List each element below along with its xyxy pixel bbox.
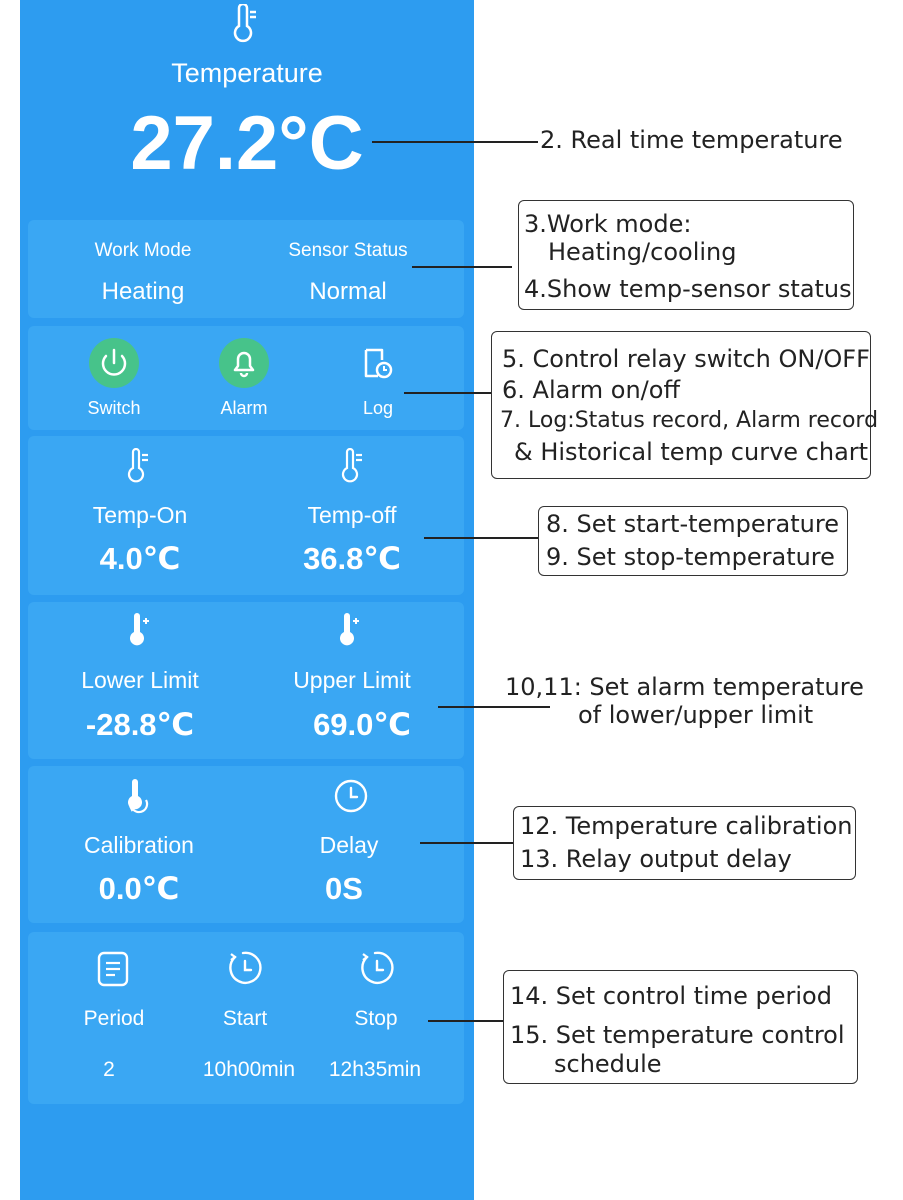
timer-icon <box>225 949 265 994</box>
annotation-10a: 10,11: Set alarm temperature <box>505 673 864 701</box>
sensor-status-value: Normal <box>309 278 387 305</box>
alarm-label: Alarm <box>220 398 268 418</box>
start-label: Start <box>222 1007 268 1030</box>
annotation-4: 4.Show temp-sensor status <box>524 275 852 303</box>
annotation-10b: of lower/upper limit <box>578 701 814 729</box>
annotation-3a: 3.Work mode: <box>524 210 692 238</box>
annotation-line-3 <box>412 266 512 268</box>
log-icon <box>358 344 398 384</box>
thermometer-icon <box>338 448 368 489</box>
annotation-3b: Heating/cooling <box>548 238 737 266</box>
annotation-line-5 <box>404 392 492 394</box>
annotation-line-2 <box>372 141 538 143</box>
timer-icon <box>357 949 397 994</box>
annotation-line-10 <box>438 706 550 708</box>
lower-limit-value[interactable]: -28.8℃ <box>85 707 195 742</box>
stop-label: Stop <box>354 1007 398 1030</box>
annotation-2: 2. Real time temperature <box>540 126 843 154</box>
document-icon <box>95 950 131 993</box>
temperature-label: Temperature <box>171 58 323 88</box>
period-value[interactable]: 2 <box>103 1058 115 1081</box>
annotation-5: 5. Control relay switch ON/OFF <box>502 345 870 373</box>
sensor-status-label: Sensor Status <box>288 240 408 261</box>
switch-button[interactable] <box>89 338 139 388</box>
thermometer-icon <box>124 448 154 489</box>
annotation-15a: 15. Set temperature control <box>510 1021 845 1049</box>
lower-limit-label: Lower Limit <box>81 667 199 693</box>
stop-value[interactable]: 12h35min <box>328 1058 422 1081</box>
annotation-15b: schedule <box>554 1050 662 1078</box>
upper-limit-label: Upper Limit <box>293 667 411 693</box>
upper-limit-value[interactable]: 69.0℃ <box>313 707 411 742</box>
temp-on-label: Temp-On <box>92 502 188 528</box>
power-icon <box>89 338 139 388</box>
calibration-value[interactable]: 0.0℃ <box>98 871 180 906</box>
annotation-13: 13. Relay output delay <box>520 845 792 873</box>
bell-icon <box>219 338 269 388</box>
switch-label: Switch <box>87 398 141 418</box>
work-mode-value[interactable]: Heating <box>101 278 185 305</box>
annotation-12: 12. Temperature calibration <box>520 812 853 840</box>
temp-off-label: Temp-off <box>307 502 397 528</box>
period-label: Period <box>83 1007 145 1030</box>
clock-icon <box>332 777 370 820</box>
start-value[interactable]: 10h00min <box>202 1058 296 1081</box>
delay-value[interactable]: 0S <box>325 871 363 906</box>
annotation-7b: & Historical temp curve chart <box>514 438 869 466</box>
annotation-line-8 <box>424 537 538 539</box>
work-mode-label: Work Mode <box>94 240 192 261</box>
calibration-icon <box>120 776 160 821</box>
annotation-9: 9. Set stop-temperature <box>546 543 835 571</box>
temp-on-value[interactable]: 4.0℃ <box>99 541 181 576</box>
thermometer-icon <box>228 4 264 49</box>
calibration-label: Calibration <box>84 832 194 858</box>
thermometer-plus-icon <box>126 612 156 653</box>
annotation-line-12 <box>420 842 514 844</box>
delay-label: Delay <box>319 832 379 858</box>
annotation-6: 6. Alarm on/off <box>502 376 680 404</box>
annotation-8: 8. Set start-temperature <box>546 510 839 538</box>
log-button[interactable] <box>358 344 398 389</box>
temp-off-value[interactable]: 36.8℃ <box>303 541 401 576</box>
thermometer-plus-icon <box>336 612 366 653</box>
real-time-temperature: 27.2°C <box>130 101 364 186</box>
annotation-14: 14. Set control time period <box>510 982 832 1010</box>
log-label: Log <box>362 398 394 418</box>
annotation-7a: 7. Log:Status record, Alarm record <box>500 408 879 433</box>
annotation-line-14 <box>428 1020 504 1022</box>
alarm-button[interactable] <box>219 338 269 388</box>
